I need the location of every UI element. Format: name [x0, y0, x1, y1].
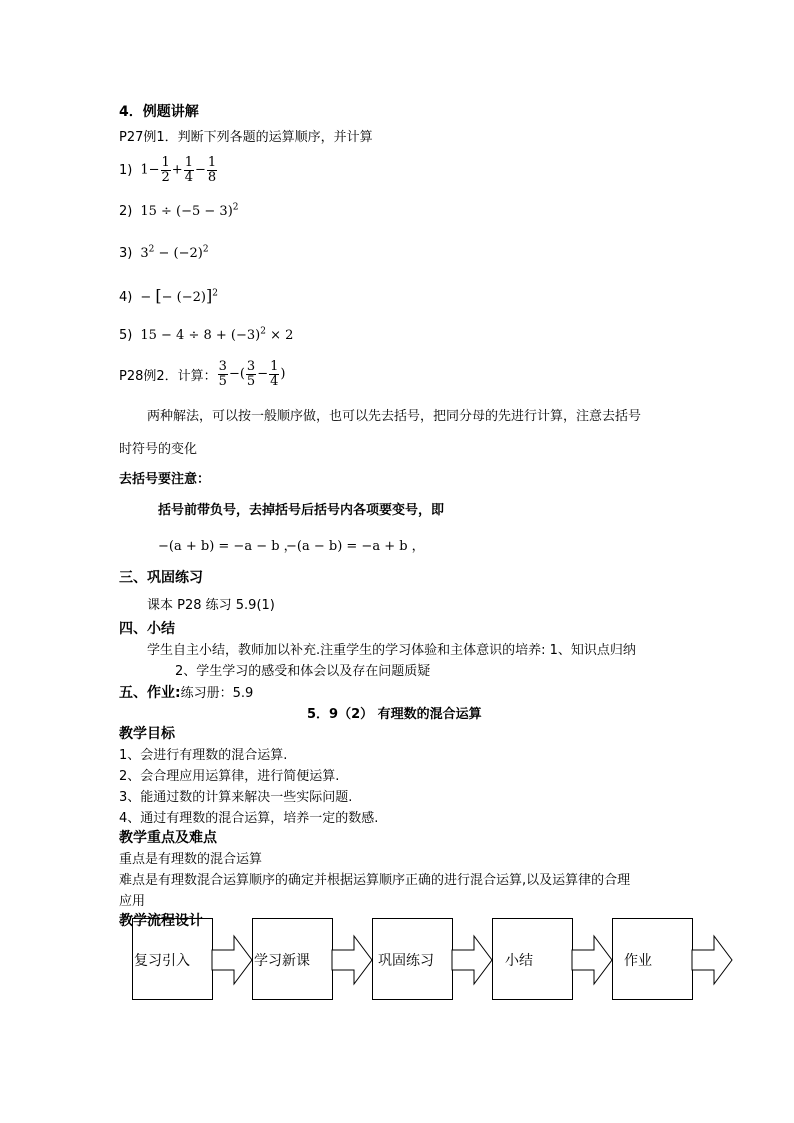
item-4: [119, 286, 218, 305]
summary-line-2: 2、学生学习的感受和体会以及存在问题质疑: [175, 664, 431, 679]
flow-arrow-icon: [452, 936, 494, 984]
flow-arrow-icon: [572, 936, 614, 984]
item-number: 5): [119, 328, 133, 344]
item-2: [119, 203, 239, 219]
item-1: [119, 150, 218, 190]
example-2-intro: P28例2．计算：: [119, 368, 217, 384]
example-2: [119, 354, 285, 394]
bracket-rule: 括号前带负号，去掉括号后括号内各项要变号，即: [158, 503, 445, 518]
section-4-title: 4．例题讲解: [119, 104, 199, 120]
section-5: [119, 682, 253, 702]
keypoints-title: 教学重点及难点: [119, 830, 217, 846]
goals-title: 教学目标: [119, 726, 175, 742]
practice-text: 课本 P28 练习 5.9(1): [147, 598, 275, 613]
flow-step-label: 作业: [624, 953, 652, 969]
flow-step-label: 学习新课: [254, 953, 310, 969]
item-3-expression: $3^2 - (-2)^2$: [140, 245, 209, 262]
flow-step-label: 巩固练习: [378, 953, 434, 969]
example-1-intro: P27例1．判断下列各题的运算顺序，并计算: [119, 130, 373, 145]
flow-step-label: 小结: [505, 953, 533, 969]
difficulty-line-2: 应用: [119, 894, 146, 909]
item-number: 1): [119, 162, 133, 178]
item-number: 2): [119, 204, 133, 220]
item-number: 3): [119, 246, 133, 262]
summary-line-1: 学生自主小结，教师加以补充.注重学生的学习体验和主体意识的培养: 1、知识点归纳: [147, 643, 636, 658]
flow-arrow-icon: [692, 936, 734, 984]
goal-3: 3、能通过数的计算来解决一些实际问题.: [119, 790, 353, 805]
item-3: [119, 245, 209, 261]
goal-2: 2、会合理应用运算律，进行简便运算.: [119, 769, 340, 784]
example-2-expression: $\frac{3}{5}$ −( $\frac{3}{5}$ − $\frac{1}{4}$ ): [218, 358, 286, 389]
lesson-title: 5．9（2） 有理数的混合运算: [307, 707, 482, 722]
item-1-expression: 1− $\frac{1}{2}$ + $\frac{1}{4}$ − $\frac{1}{8}$: [140, 154, 217, 185]
item-5: [119, 327, 293, 343]
item-number: 4): [119, 290, 133, 305]
item-4-expression: − [− (−2)]$^2$: [140, 286, 218, 305]
formula-1: −(a + b) = −a − b ，: [158, 539, 297, 554]
goal-4: 4、通过有理数的混合运算，培养一定的数感.: [119, 811, 379, 826]
item-5-expression: $15 - 4 \div 8 + (-3)^2 \times 2$: [140, 327, 294, 344]
flow-step-label: 复习引入: [134, 953, 190, 969]
section-3-title: 三、巩固练习: [119, 570, 203, 586]
example-2-method-continued: 时符号的变化: [119, 442, 198, 457]
keypoint: 重点是有理数的混合运算: [119, 852, 263, 867]
difficulty-line-1: 难点是有理数混合运算顺序的确定并根据运算顺序正确的进行混合运算,以及运算律的合理: [119, 873, 631, 888]
flow-arrow-icon: [212, 936, 254, 984]
section-4-summary-title: 四、小结: [119, 621, 175, 637]
flow-title: 教学流程设计: [119, 913, 203, 929]
item-2-expression: $15 \div (-5 - 3)^2$: [140, 203, 239, 220]
section-5-text: 练习册：5.9: [180, 686, 254, 701]
bracket-note-title: 去括号要注意：: [119, 472, 211, 487]
flow-arrow-icon: [332, 936, 374, 984]
formula-2: −(a − b) = −a + b ，: [286, 539, 425, 554]
section-5-label: 五、作业:: [119, 685, 181, 701]
goal-1: 1、会进行有理数的混合运算.: [119, 748, 288, 763]
example-2-method: 两种解法，可以按一般顺序做，也可以先去括号，把同分母的先进行计算，注意去括号: [147, 409, 642, 424]
